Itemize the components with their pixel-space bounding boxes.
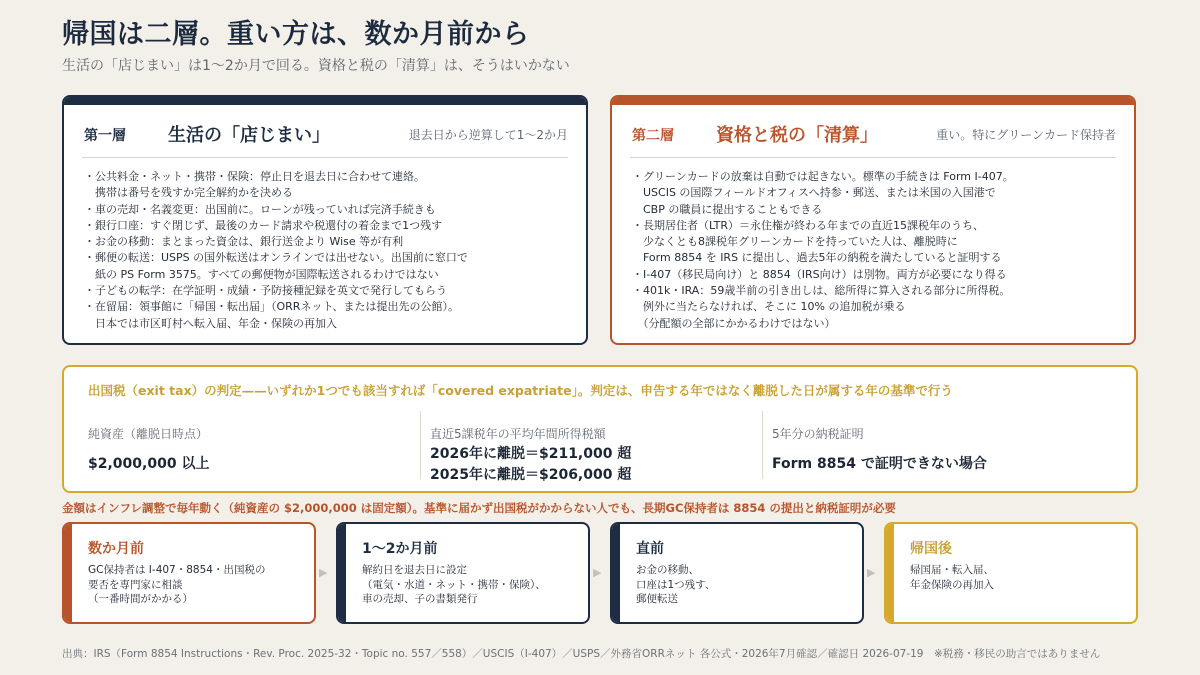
- list-item: 日本では市区町村へ転入届、年金・保険の再加入: [84, 316, 337, 330]
- list-item: Form 8854 を IRS に提出し、過去5年の納税を満たしていると証明する: [632, 251, 1002, 265]
- net-worth-label: 純資産（離脱日時点）: [88, 427, 209, 441]
- layer1-top-bar: [64, 97, 586, 105]
- list-item: ・子どもの転学：在学証明・成績・予防接種記録を英文で発行してもらう: [84, 284, 447, 298]
- step-line: （電気・水道・ネット・携帯・保険）、: [362, 578, 546, 591]
- list-item: USCIS の国際フィールドオフィスへ持参・郵送、または米国の入国港で: [632, 186, 996, 200]
- list-item: 少なくとも8課税年グリーンカードを持っていた人は、離脱時に: [632, 235, 958, 249]
- step-line: 郵便転送: [636, 593, 678, 605]
- step-line: 車の売却、子の書類発行: [362, 593, 478, 605]
- list-item: ・公共料金・ネット・携帯・保険：停止日を退去日に合わせて連絡。: [84, 170, 425, 183]
- list-item: CBP の職員に提出することもできる: [632, 202, 823, 216]
- income-tax-criterion: [430, 411, 750, 483]
- layer1-heading: 生活の「店じまい」: [168, 125, 330, 146]
- layer1-header: [82, 117, 568, 158]
- list-item: ・I-407（移民局向け）と 8854（IRS向け）は別物。両方が必要になり得る: [632, 267, 1007, 281]
- list-item: 例外に当たらなければ、そこに 10% の追加税が乗る: [632, 300, 906, 314]
- certification-label: 5年分の納税証明: [772, 427, 864, 441]
- layer2-list: [632, 169, 1120, 332]
- layer1-tag: 第一層: [84, 128, 126, 144]
- step-line: 年金保険の再加入: [910, 578, 994, 591]
- income-tax-value-2025: 2025年に離脱＝$206,000 超: [430, 467, 632, 483]
- list-item: ・車の売却・名義変更：出国前に。ローンが残っていれば完済手続きも: [84, 202, 436, 216]
- exit-tax-title: 出国税（exit tax）の判定——いずれか1つでも該当すれば「covered expatriate」。判定は、申告する年ではなく離脱した日が属する年の基準で行う: [88, 383, 953, 398]
- list-item: ・401k・IRA：59歳半前の引き出しは、総所得に算入される部分に所得税。: [632, 284, 1011, 298]
- list-item: ・グリーンカードの放棄は自動では起きない。標準の手続きは Form I-407。: [632, 170, 1014, 183]
- list-item: 紙の PS Form 3575。すべての郵便物が国際転送されるわけではない: [84, 267, 439, 281]
- divider: [420, 411, 421, 479]
- net-worth-value: $2,000,000 以上: [88, 456, 210, 472]
- list-item: ・在留届：領事館に「帰国・転出届」（ORRネット、または提出先の公館）。: [84, 300, 459, 314]
- step-months-before: [62, 522, 316, 624]
- layer2-note: 重い。特にグリーンカード保持者: [936, 128, 1116, 142]
- layer1-note: 退去日から逆算して1〜2か月: [408, 128, 568, 142]
- list-item: ・長期居住者（LTR）＝永住権が終わる年までの直近15課税年のうち、: [632, 218, 984, 232]
- step-just-before: [610, 522, 864, 624]
- list-item: ・お金の移動：まとまった資金は、銀行送金より Wise 等が有利: [84, 235, 404, 249]
- layer2-header: [630, 117, 1116, 158]
- step-title: 帰国後: [910, 541, 952, 557]
- step-title: 直前: [636, 541, 664, 557]
- layer2-panel: [610, 95, 1136, 345]
- step-1-2-months-before: [336, 522, 590, 624]
- step-line: 要否を専門家に相談: [88, 578, 183, 591]
- step-body: [910, 563, 1128, 592]
- certification-value: Form 8854 で証明できない場合: [772, 456, 987, 472]
- income-tax-label: 直近5課税年の平均年間所得税額: [430, 427, 606, 441]
- net-worth-criterion: [88, 411, 408, 483]
- step-accent-bar: [338, 524, 346, 622]
- step-line: 解約日を退去日に設定: [362, 564, 467, 576]
- source-note: 出典：IRS（Form 8854 Instructions・Rev. Proc. 2025-32・Topic no. 557／558）／USCIS（I-407）／USPS／外務省ORRネット 各公式・2026年7月確認／確認日 2026-07-19 ※税務・移民の助言ではありません: [62, 648, 1101, 660]
- step-body: [636, 563, 854, 607]
- list-item: ・銀行口座：すぐ閉じず、最後のカード請求や税還付の着金まで1つ残す: [84, 218, 443, 232]
- arrow-right-icon: ▶: [593, 566, 602, 579]
- list-item: （分配額の全部にかかるわけではない）: [632, 316, 836, 330]
- step-after-return: [884, 522, 1138, 624]
- layer1-panel: [62, 95, 588, 345]
- layer2-heading: 資格と税の「清算」: [716, 125, 878, 146]
- arrow-right-icon: ▶: [319, 566, 328, 579]
- page-title: 帰国は二層。重い方は、数か月前から: [62, 19, 530, 50]
- step-line: 帰国届・転入届、: [910, 564, 994, 576]
- arrow-right-icon: ▶: [867, 566, 876, 579]
- divider: [762, 411, 763, 479]
- list-item: ・郵便の転送：USPS の国外転送はオンラインでは出せない。出国前に窓口で: [84, 251, 468, 265]
- layer2-tag: 第二層: [632, 128, 674, 144]
- step-title: 数か月前: [88, 541, 144, 557]
- step-line: GC保持者は I-407・8854・出国税の: [88, 564, 266, 576]
- step-title: 1〜2か月前: [362, 541, 438, 557]
- list-item: 携帯は番号を残すか完全解約かを決める: [84, 186, 293, 200]
- page-subtitle: 生活の「店じまい」は1〜2か月で回る。資格と税の「清算」は、そうはいかない: [62, 58, 570, 74]
- step-body: [362, 563, 580, 607]
- layer1-list: [84, 169, 572, 332]
- layer2-top-bar: [612, 97, 1134, 105]
- inflation-footnote: 金額はインフレ調整で毎年動く（純資産の $2,000,000 は固定額）。基準に届かず出国税がかからない人でも、長期GC保持者は 8854 の提出と納税証明が必要: [62, 501, 896, 515]
- step-line: （一番時間がかかる）: [88, 593, 193, 605]
- exit-tax-box: [62, 365, 1138, 493]
- step-accent-bar: [64, 524, 72, 622]
- step-accent-bar: [886, 524, 894, 622]
- step-line: お金の移動、: [636, 564, 699, 576]
- step-body: [88, 563, 306, 607]
- step-accent-bar: [612, 524, 620, 622]
- certification-criterion: [772, 411, 1112, 483]
- step-line: 口座は1つ残す、: [636, 578, 716, 591]
- income-tax-value-2026: 2026年に離脱＝$211,000 超: [430, 446, 632, 462]
